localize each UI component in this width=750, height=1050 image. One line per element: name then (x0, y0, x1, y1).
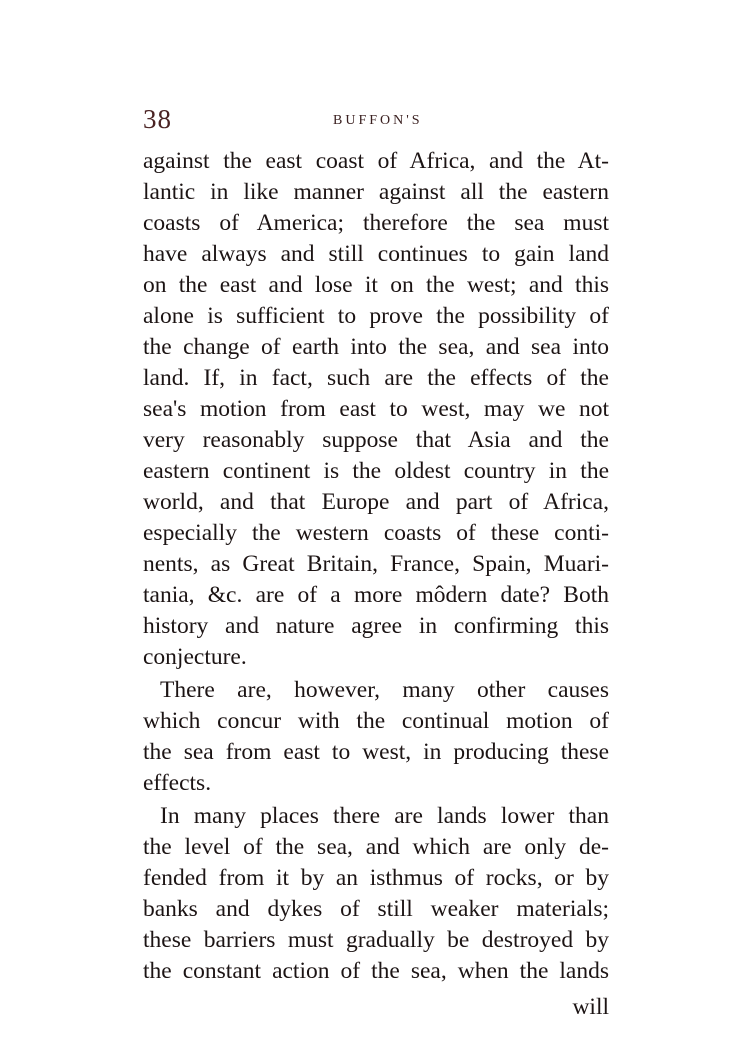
text-line: the level of the sea, and which are only de- (143, 834, 609, 860)
text-line: lantic in like manner against all the eastern (143, 179, 609, 205)
page-number: 38 (143, 104, 172, 134)
text-line: banks and dykes of still weaker materials; (143, 896, 609, 922)
text-line: which concur with the continual motion of (143, 708, 609, 734)
text-line: eastern continent is the oldest country in the (143, 458, 609, 484)
text-line: conjecture. (143, 644, 247, 670)
text-line: the constant action of the sea, when the lands (143, 958, 609, 984)
text-line: the sea from east to west, in producing these (143, 739, 609, 765)
paragraph (143, 675, 609, 799)
text-line: against the east coast of Africa, and the At- (143, 148, 609, 174)
text-line: world, and that Europe and part of Africa, (143, 489, 609, 515)
page-header (143, 104, 607, 144)
text-line: history and nature agree in confirming this (143, 613, 609, 639)
paragraph (143, 801, 609, 987)
text-line: sea's motion from east to west, may we not (143, 396, 609, 422)
paragraph (143, 146, 609, 673)
text-line: There are, however, many other causes (160, 677, 609, 703)
catchword: will (572, 994, 609, 1020)
text-line: land. If, in fact, such are the effects of the (143, 365, 609, 391)
text-line: tania, &c. are of a more môdern date? Both (143, 582, 609, 608)
body-text (143, 146, 609, 987)
text-line: alone is sufficient to prove the possibility of (143, 303, 609, 329)
text-line: coasts of America; therefore the sea must (143, 210, 609, 236)
text-line: very reasonably suppose that Asia and the (143, 427, 609, 453)
text-line: have always and still continues to gain land (143, 241, 609, 267)
text-line: In many places there are lands lower than (160, 803, 609, 829)
running-head: BUFFON'S (333, 113, 423, 128)
text-line: on the east and lose it on the west; and this (143, 272, 609, 298)
text-line: these barriers must gradually be destroyed by (143, 927, 609, 953)
text-line: nents, as Great Britain, France, Spain, Muari- (143, 551, 609, 577)
text-line: fended from it by an isthmus of rocks, or by (143, 865, 609, 891)
text-line: the change of earth into the sea, and sea into (143, 334, 609, 360)
text-line: effects. (143, 770, 212, 796)
text-line: especially the western coasts of these conti- (143, 520, 609, 546)
